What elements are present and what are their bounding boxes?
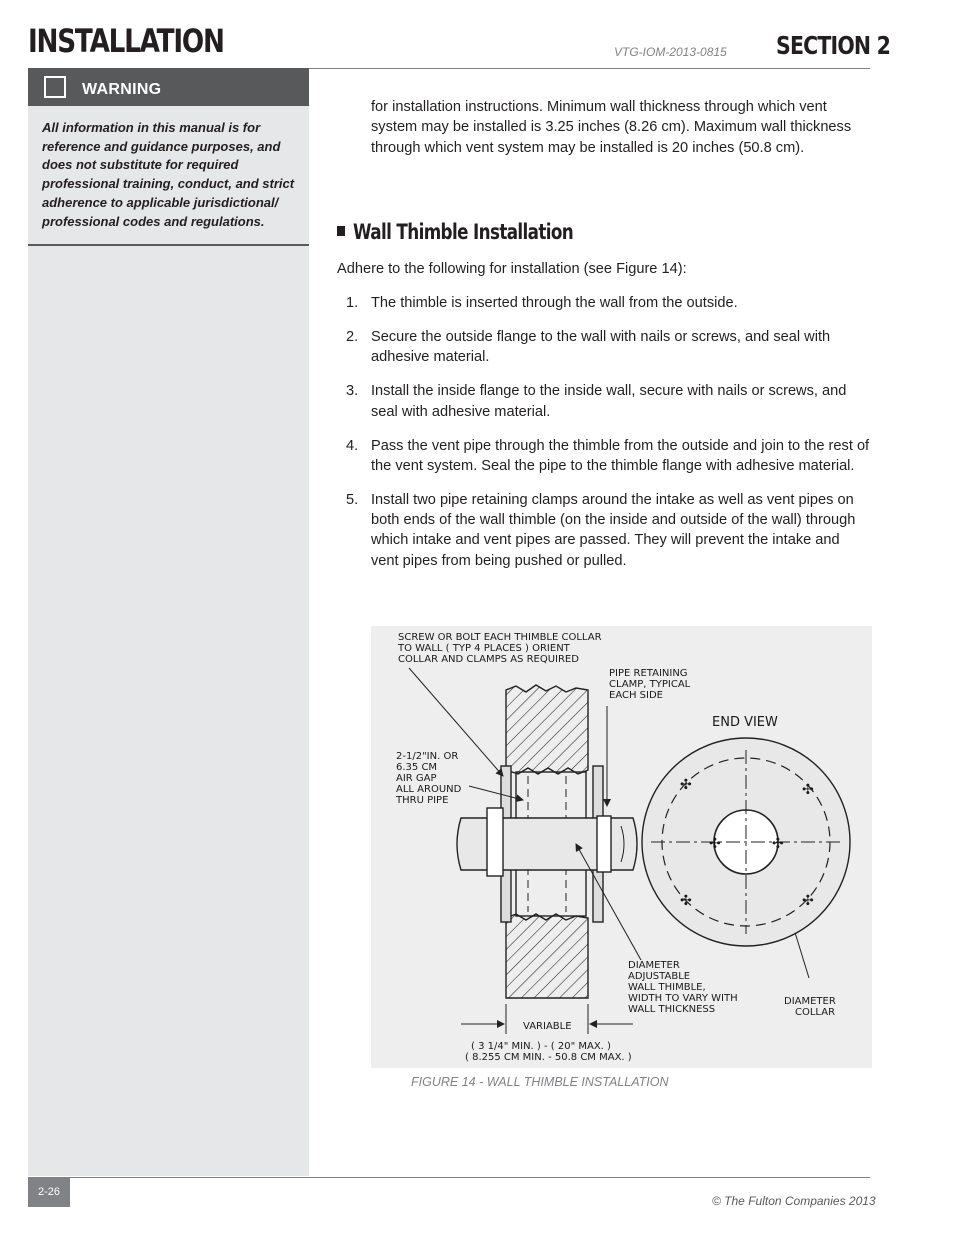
screw-hole-icon: ✣ — [680, 893, 692, 909]
warning-header — [28, 68, 309, 106]
label-diameter-line4: WIDTH TO VARY WITH — [628, 993, 738, 1004]
screw-hole-icon: ✣ — [802, 893, 814, 909]
wall-thimble-figure — [371, 626, 872, 1068]
screw-hole-icon: ✣ — [772, 836, 784, 852]
header-divider — [309, 68, 870, 69]
list-item — [337, 293, 871, 313]
list-item-text: The thimble is inserted through the wall from the outside. — [371, 295, 738, 311]
list-item — [337, 327, 871, 368]
list-item-number: 2. — [346, 328, 359, 345]
figure-caption: FIGURE 14 - WALL THIMBLE INSTALLATION — [411, 1075, 669, 1089]
label-clamp-line3: EACH SIDE — [609, 690, 663, 701]
list-item — [337, 490, 871, 571]
label-screw-line3: COLLAR AND CLAMPS AS REQUIRED — [398, 654, 579, 665]
warning-label: WARNING — [82, 81, 162, 98]
label-variable: VARIABLE — [523, 1021, 572, 1032]
label-gap-line2: 6.35 CM — [396, 762, 438, 773]
label-clamp-line1: PIPE RETAINING — [609, 668, 688, 679]
label-gap-line1: 2-1/2"IN. OR — [396, 751, 459, 762]
wall-lower-section — [506, 914, 588, 998]
footer-divider — [28, 1177, 870, 1178]
list-item-text: Secure the outside flange to the wall with nails or screws, and seal with adhesive material. — [371, 328, 831, 366]
wall-thimble-drawing — [371, 626, 872, 1068]
list-item-text: Pass the vent pipe through the thimble from the outside and join to the rest of the vent system. Seal the pipe to the thimble flange with adhesive material. — [371, 437, 870, 474]
copyright: © The Fulton Companies 2013 — [712, 1194, 876, 1208]
screw-hole-icon: ✣ — [802, 782, 814, 798]
warning-checkbox-icon — [44, 76, 66, 98]
label-screw-line1: SCREW OR BOLT EACH THIMBLE COLLAR — [398, 632, 602, 643]
section-label: SECTION 2 — [776, 31, 891, 60]
label-gap-line4: ALL AROUND — [396, 784, 462, 795]
screw-hole-icon: ✣ — [680, 777, 692, 793]
page-number: 2-26 — [28, 1178, 70, 1207]
label-gap-line3: AIR GAP — [396, 773, 437, 784]
list-item-text: Install the inside flange to the inside wall, secure with nails or screws, and seal with adhesive material. — [371, 383, 847, 420]
label-range-line2: ( 8.255 CM MIN. - 50.8 CM MAX. ) — [465, 1052, 632, 1063]
wall-upper-section — [506, 685, 588, 774]
screw-hole-icon: ✣ — [709, 836, 721, 852]
label-diameter-line1: DIAMETER — [628, 960, 680, 971]
lead-paragraph: Adhere to the following for installation (see Figure 14): — [337, 261, 687, 277]
steps-list — [337, 293, 871, 585]
label-diameter-line2: ADJUSTABLE — [628, 971, 691, 982]
section-heading — [337, 220, 573, 244]
pipe-clamp-left — [487, 808, 503, 876]
label-diameter-line3: WALL THIMBLE, — [628, 982, 706, 993]
warning-text: All information in this manual is for reference and guidance purposes, and does not substitute for required professional training, conduct, and strict adherence to applicable jurisdictional/ professional codes and regulations. — [42, 120, 295, 229]
label-collar-line1: DIAMETER — [784, 996, 836, 1007]
label-diameter-line5: WALL THICKNESS — [628, 1004, 716, 1015]
label-collar-line2: COLLAR — [795, 1007, 836, 1018]
list-item-number: 5. — [346, 491, 359, 508]
list-item — [337, 436, 871, 477]
pipe-clamp-right — [597, 816, 611, 872]
label-clamp-line2: CLAMP, TYPICAL — [609, 679, 691, 690]
list-item-number: 3. — [346, 383, 359, 400]
label-end-view: END VIEW — [712, 715, 778, 730]
label-gap-line5: THRU PIPE — [396, 795, 449, 806]
intro-paragraph: for installation instructions. Minimum wall thickness through which vent system may be installed is 3.25 inches (8.26 cm). Maximum wall thickness through which vent system may be installed is 20 inches (50.8 cm). — [371, 99, 852, 156]
page-title: INSTALLATION — [28, 22, 224, 60]
document-number: VTG-IOM-2013-0815 — [614, 45, 727, 59]
label-range-line1: ( 3 1/4" MIN. ) - ( 20" MAX. ) — [471, 1041, 611, 1052]
sidebar — [28, 68, 309, 1176]
square-bullet-icon — [337, 226, 345, 236]
leader-air-gap — [469, 786, 523, 800]
list-item-number: 1. — [346, 295, 359, 311]
section-heading-text: Wall Thimble Installation — [353, 220, 574, 244]
label-screw-line2: TO WALL ( TYP 4 PLACES ) ORIENT — [398, 643, 570, 654]
list-item — [337, 381, 871, 422]
list-item-number: 4. — [346, 437, 359, 454]
list-item-text: Install two pipe retaining clamps around the intake as well as vent pipes on both ends of the wall thimble (on the inside and outside of the wall) through which intake and vent pipes are passed. They will prevent the intake and vent pipes from being pushed or pulled. — [371, 491, 856, 569]
warning-divider — [28, 244, 309, 246]
